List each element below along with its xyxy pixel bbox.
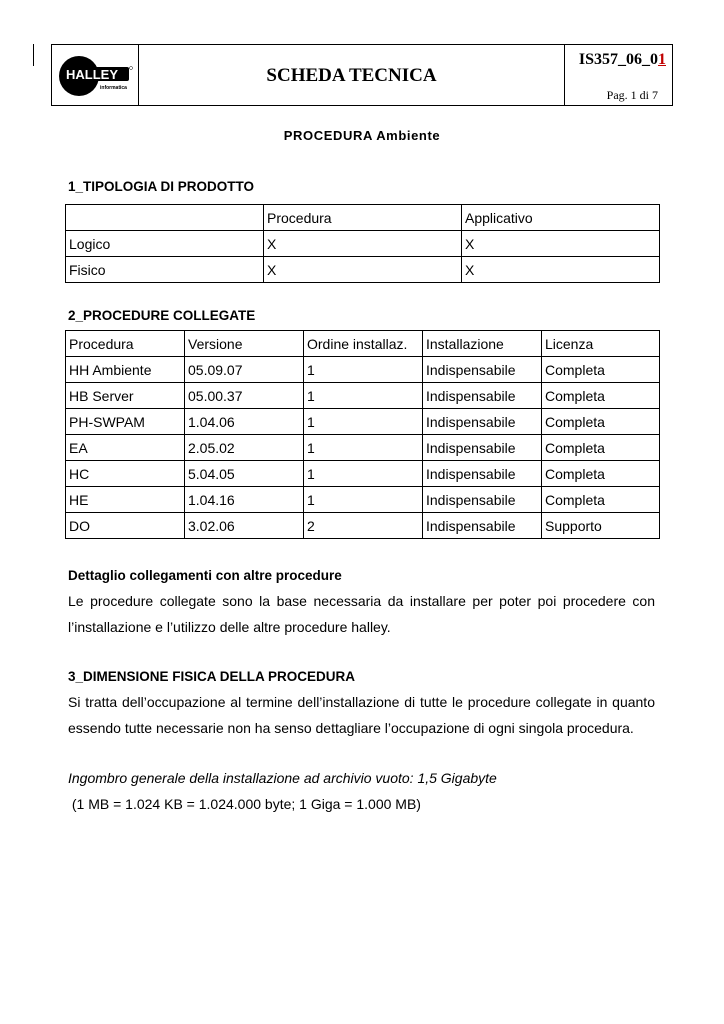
column-header: Versione (185, 331, 304, 357)
linked-procedures-table (65, 330, 660, 539)
detail-paragraph: Le procedure collegate sono la base necessaria da installare per poter poi procedere con l’installazione e l’utilizzo delle altre procedure halley. (68, 593, 655, 635)
table-row (66, 513, 660, 539)
table-cell: Supporto (542, 513, 660, 539)
procedure-title: PROCEDURA Ambiente (283, 128, 441, 143)
table-cell: 1 (304, 383, 423, 409)
table-row (66, 383, 660, 409)
document-type-title: SCHEDA TECNICA (266, 65, 437, 86)
table-cell: 5.04.05 (185, 461, 304, 487)
table-cell: EA (66, 435, 185, 461)
table-header-row (66, 331, 660, 357)
document-code-prefix: IS357_06_0 (578, 51, 658, 68)
table-cell: 1 (304, 461, 423, 487)
footprint-note: Ingombro generale della installazione ad archivio vuoto: 1,5 Gigabyte (68, 770, 497, 786)
table-cell: Completa (542, 461, 660, 487)
table-cell: 3.02.06 (185, 513, 304, 539)
document-code-revision: 1 (658, 51, 666, 68)
column-header: Ordine installaz. (304, 331, 423, 357)
table-cell: 05.00.37 (185, 383, 304, 409)
table-cell: Indispensabile (423, 357, 542, 383)
table-row (66, 461, 660, 487)
table-cell: Completa (542, 409, 660, 435)
table-cell: Completa (542, 435, 660, 461)
table-cell: HE (66, 487, 185, 513)
halley-logo-icon (57, 55, 133, 99)
document-header (51, 44, 673, 106)
logo (52, 45, 139, 105)
table-cell: Logico (66, 231, 264, 257)
table-cell: Completa (542, 357, 660, 383)
section3-paragraph: Si tratta dell’occupazione al termine dell’installazione di tutte le procedure collegate in quanto essendo tutte necessarie non ha senso dettagliare l’occupazione di ogni singola procedura. (68, 694, 655, 736)
detail-heading: Dettaglio collegamenti con altre procedure (68, 568, 342, 583)
column-header: Procedura (264, 205, 462, 231)
table-cell: 1 (304, 409, 423, 435)
page-number: Pag. 1 di 7 (606, 88, 658, 102)
table-row (66, 409, 660, 435)
logo-subtitle: informatica (100, 85, 127, 91)
table-row (66, 257, 660, 283)
table-cell: PH-SWPAM (66, 409, 185, 435)
table-row (66, 231, 660, 257)
section2-heading: 2_PROCEDURE COLLEGATE (68, 308, 256, 323)
header-title-cell (139, 45, 565, 105)
table-cell: 1.04.06 (185, 409, 304, 435)
column-header: Licenza (542, 331, 660, 357)
section1-heading: 1_TIPOLOGIA DI PRODOTTO (68, 179, 255, 194)
table-cell: 1 (304, 487, 423, 513)
table-cell: Indispensabile (423, 461, 542, 487)
revision-bar (33, 44, 34, 66)
table-cell: Indispensabile (423, 383, 542, 409)
logo-wordmark: HALLEY (66, 67, 118, 82)
section3-heading: 3_DIMENSIONE FISICA DELLA PROCEDURA (68, 669, 356, 684)
column-header: Applicativo (462, 205, 660, 231)
table-cell: 2 (304, 513, 423, 539)
table-cell: HC (66, 461, 185, 487)
product-type-table (65, 204, 660, 283)
table-cell: DO (66, 513, 185, 539)
table-cell: 1 (304, 357, 423, 383)
table-cell: Indispensabile (423, 513, 542, 539)
table-cell: X (264, 231, 462, 257)
table-cell: Indispensabile (423, 487, 542, 513)
table-cell: HB Server (66, 383, 185, 409)
table-row (66, 357, 660, 383)
table-cell: Completa (542, 383, 660, 409)
table-row (66, 487, 660, 513)
table-cell: 2.05.02 (185, 435, 304, 461)
table-cell: 05.09.07 (185, 357, 304, 383)
header-code-cell (565, 45, 672, 105)
column-header (66, 205, 264, 231)
table-cell: 1 (304, 435, 423, 461)
table-cell: Fisico (66, 257, 264, 283)
table-cell: HH Ambiente (66, 357, 185, 383)
table-cell: Indispensabile (423, 409, 542, 435)
column-header: Installazione (423, 331, 542, 357)
table-header-row (66, 205, 660, 231)
column-header: Procedura (66, 331, 185, 357)
table-cell: 1.04.16 (185, 487, 304, 513)
document-code (579, 51, 666, 69)
table-cell: X (462, 257, 660, 283)
table-cell: X (264, 257, 462, 283)
unit-conversion-note: (1 MB = 1.024 KB = 1.024.000 byte; 1 Giga = 1.000 MB) (68, 796, 421, 812)
table-row (66, 435, 660, 461)
table-cell: Indispensabile (423, 435, 542, 461)
table-cell: X (462, 231, 660, 257)
table-cell: Completa (542, 487, 660, 513)
